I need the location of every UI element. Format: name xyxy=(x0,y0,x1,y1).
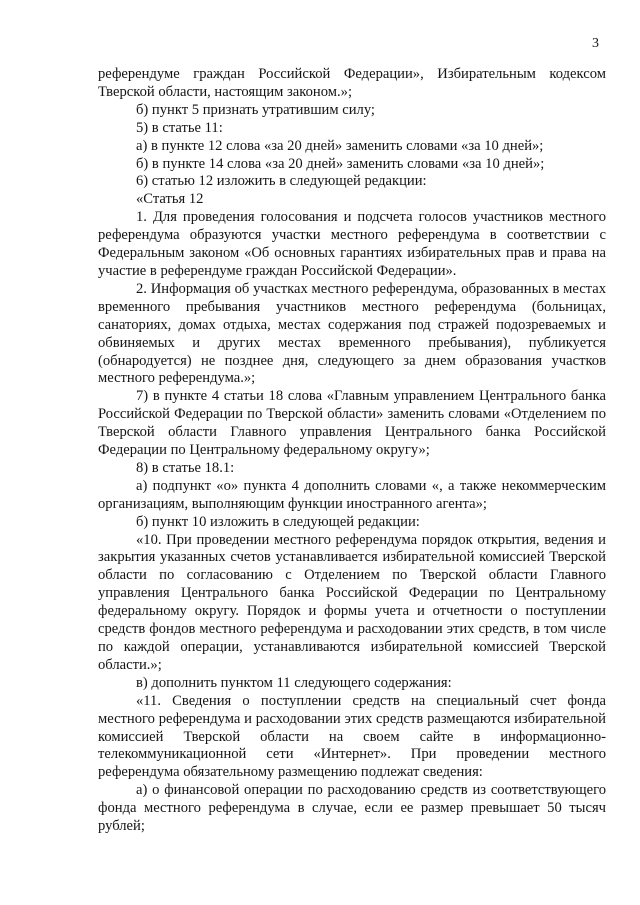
paragraph: «10. При проведении местного референдума порядок открытия, ведения и закрытия указанных счетов устанавливается избирательной комиссией Тверской области по согласованию с Отделением по Тверской области Главного управления Центрального банка Российской Федерации по Центральному федеральному округу. Порядок и формы учета и отчетности о поступлении средств фондов местного референдума и расходовании этих средств, в том числе по каждой операции, устанавливаются избирательной комиссией Тверской области.»; xyxy=(98,531,606,673)
paragraph: референдуме граждан Российской Федерации», Избирательным кодексом Тверской области, настоящим законом.»; xyxy=(98,66,606,100)
paragraph: «Статья 12 xyxy=(136,191,204,208)
paragraph: б) пункт 10 изложить в следующей редакции: xyxy=(136,513,420,530)
paragraph: а) о финансовой операции по расходованию средств из соответствующего фонда местного референдума в случае, если ее размер превышает 50 тысяч рублей; xyxy=(98,782,606,835)
paragraph: 2. Информация об участках местного референдума, образованных в местах временного пребывания участников местного референдума (больницах, санаториях, домах отдыха, местах содержания под стражей подозреваемых и обвиняемых и других местах временного пребывания), публикуется (обнародуется) не позднее дня, следующего за днем образования участков местного референдума.»; xyxy=(98,280,606,387)
paragraph: в) дополнить пунктом 11 следующего содержания: xyxy=(136,674,452,691)
paragraph: а) в пункте 12 слова «за 20 дней» заменить словами «за 10 дней»; xyxy=(136,137,544,154)
paragraph: 6) статью 12 изложить в следующей редакции: xyxy=(136,173,427,190)
page-number: 3 xyxy=(592,36,599,51)
document-body xyxy=(98,66,606,836)
paragraph: 1. Для проведения голосования и подсчета голосов участников местного референдума образуются участки местного референдума в соответствии с Федеральным законом «Об основных гарантиях избирательных прав и права на участие в референдуме граждан Российской Федерации». xyxy=(98,209,606,279)
paragraph: «11. Сведения о поступлении средств на специальный счет фонда местного референдума и расходовании этих средств размещаются избирательной комиссией Тверской области на своем сайте в информационно-телекоммуникационной сети «Интернет». При проведении местного референдума обязательному размещению подлежат сведения: xyxy=(98,692,606,781)
paragraph: б) в пункте 14 слова «за 20 дней» заменить словами «за 10 дней»; xyxy=(136,155,545,172)
paragraph: 7) в пункте 4 статьи 18 слова «Главным управлением Центрального банка Российской Федерации по Тверской области» заменить словами «Отделением по Тверской области Главного управления Центрального банка Российской Федерации по Центральному федеральному округу»; xyxy=(98,388,606,459)
paragraph: б) пункт 5 признать утратившим силу; xyxy=(136,101,375,118)
paragraph: 8) в статье 18.1: xyxy=(136,459,235,476)
paragraph: а) подпункт «о» пункта 4 дополнить словами «, а также некоммерческим организациям, выполняющим функции иностранного агента»; xyxy=(98,477,606,512)
paragraph: 5) в статье 11: xyxy=(136,119,223,136)
